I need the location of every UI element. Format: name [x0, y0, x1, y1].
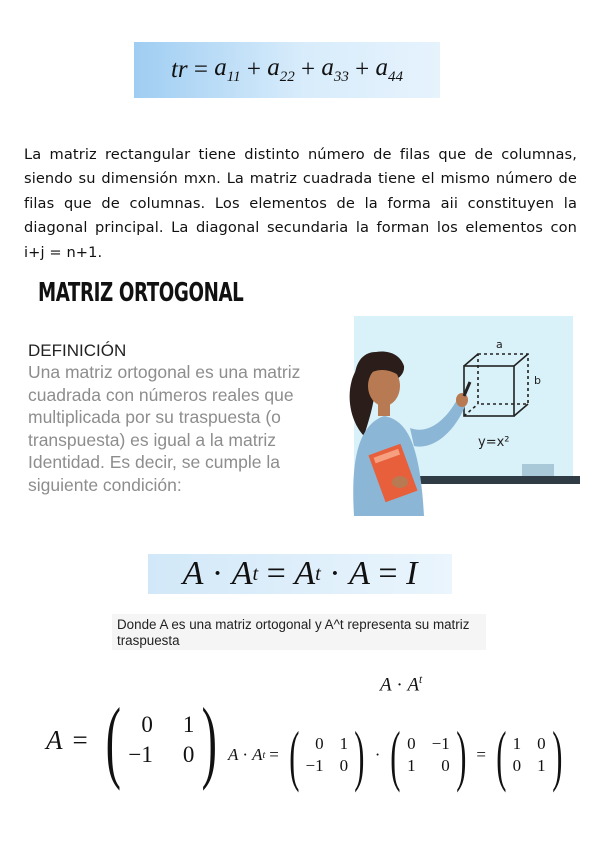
trace-term: $a_{22}$ — [267, 54, 295, 85]
trace-lhs: tr — [170, 56, 188, 83]
intro-paragraph: La matriz rectangular tiene distinto número de filas que de columnas, siendo su dimensión mxn. La matriz cuadrada tiene el mismo número de filas que de columnas. Los elementos de la forma aii constituyen la diagonal principal. La diagonal secundaria la forman los elementos con i+j = n+1. — [24, 145, 577, 261]
board-ledge — [396, 476, 580, 484]
matrix-a: ( 0 1 −1 0 ) — [105, 689, 218, 791]
trace-term: $a_{33}$ — [321, 54, 349, 85]
definition-block — [28, 340, 318, 497]
trace-term: $a_{11}$ — [214, 54, 241, 85]
matrix-a-transpose-factor: ( 0 −1 1 0 ) — [390, 717, 467, 793]
board-formula: y=x² — [478, 435, 510, 450]
product-label: $A \cdot A^t$ — [380, 674, 423, 696]
transpose-note: Donde A es una matriz ortogonal y A^t representa su matriz traspuesta — [112, 614, 486, 650]
eraser — [522, 464, 554, 476]
trace-formula: tr = $a_{11}$ + $a_{22}$ + $a_{33}$ + $a_{44}$ — [134, 42, 440, 98]
matrix-a-factor: ( 0 1 −1 0 ) — [289, 717, 365, 793]
definition-heading: DEFINICIÓN — [28, 341, 127, 360]
section-title: MATRIZ ORTOGONAL — [38, 278, 244, 308]
matrix-a-name: A — [46, 724, 63, 755]
trace-term: $a_{44}$ — [375, 54, 403, 85]
orthogonal-condition-equation: A · A t = A t · A = I — [148, 554, 452, 594]
cube-label-b: b — [534, 374, 541, 387]
product-computation: A · A t = ( 0 1 −1 0 ) · ( 0 −1 1 0 ) = ( 1 0 0 1 ) — [228, 724, 568, 786]
identity-result-matrix: ( 1 0 0 1 ) — [496, 717, 563, 793]
definition-text: Una matriz ortogonal es una matriz cuadrada con números reales que multiplicada por su traspuesta (o transpuesta) es igual a la matriz Identidad. Es decir, se cumple la siguiente condición: — [28, 362, 301, 495]
cube-label-a: a — [496, 338, 503, 351]
matrix-a-definition: A = ( 0 1 −1 0 ) — [46, 700, 225, 780]
teacher-illustration — [336, 316, 580, 516]
